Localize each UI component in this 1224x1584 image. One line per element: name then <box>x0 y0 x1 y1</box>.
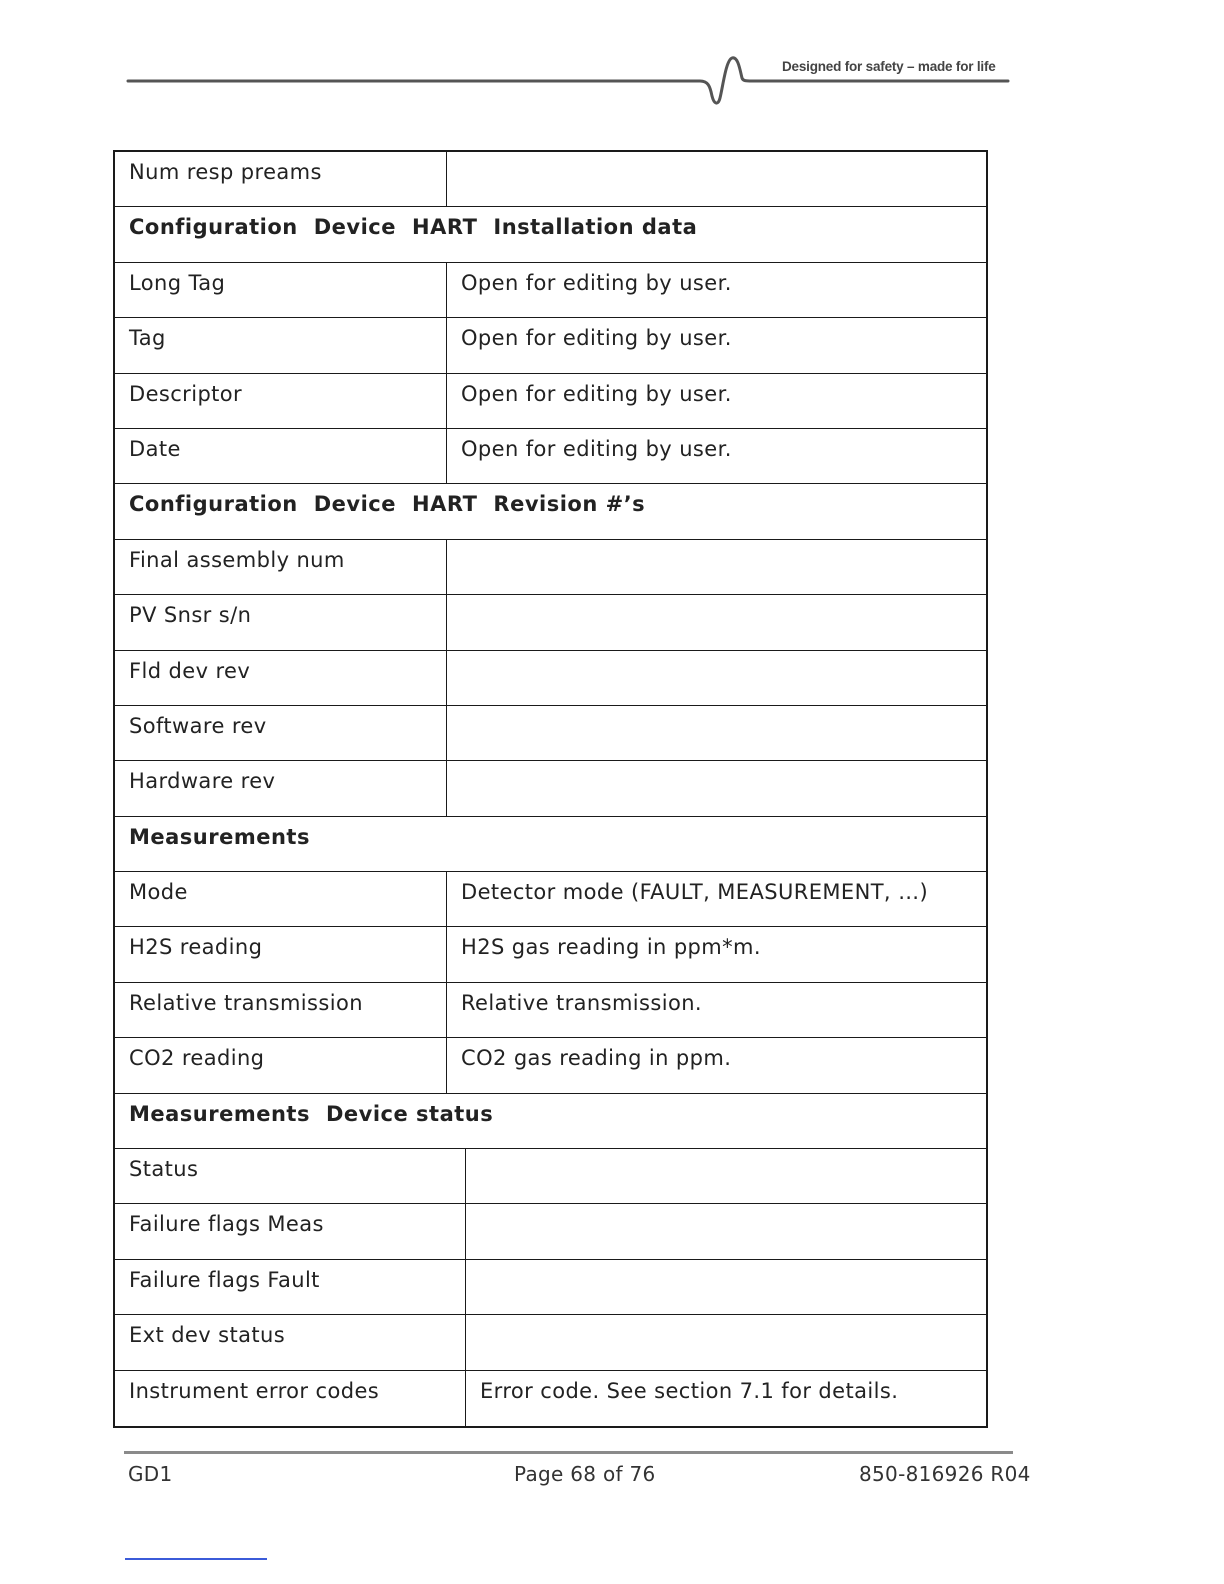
section-header-part: Revision #’s <box>493 492 646 517</box>
footer-page-number: Page 68 of 76 <box>514 1462 656 1486</box>
parameter-description: Open for editing by user. <box>461 436 732 461</box>
parameter-label: PV Snsr s/n <box>115 595 447 649</box>
table-row <box>115 1038 986 1093</box>
parameter-label: Failure flags Meas <box>115 1204 466 1258</box>
parameter-label: Failure flags Fault <box>115 1260 466 1314</box>
table-row <box>115 1315 986 1370</box>
table-row <box>115 1149 986 1204</box>
parameter-description: Relative transmission. <box>461 990 702 1015</box>
parameter-label: Long Tag <box>115 263 447 317</box>
table-row <box>115 927 986 982</box>
parameter-label: Hardware rev <box>115 761 447 815</box>
parameter-description <box>466 1315 986 1369</box>
parameter-description: H2S gas reading in ppm*m. <box>461 935 761 960</box>
section-header-part: Device <box>313 492 397 517</box>
parameter-description: Open for editing by user. <box>461 270 732 295</box>
parameter-label: Tag <box>115 318 447 372</box>
footer-doc-ref: 850-816926 R04 <box>859 1462 1031 1486</box>
parameter-label: Date <box>115 429 447 483</box>
table-row <box>115 983 986 1038</box>
bottom-link-underline <box>125 1558 267 1560</box>
parameter-description <box>447 706 986 760</box>
parameter-description: Detector mode (FAULT, MEASUREMENT, …) <box>461 880 929 905</box>
section-header-row <box>115 817 986 872</box>
parameter-description <box>447 152 986 206</box>
table-row <box>115 374 986 429</box>
table-row <box>115 872 986 927</box>
table-row <box>115 263 986 318</box>
parameter-description <box>447 540 986 594</box>
section-header-part: Configuration <box>129 492 298 517</box>
parameter-label: CO2 reading <box>115 1038 447 1092</box>
section-header-part: Device <box>313 215 397 240</box>
table-row <box>115 1204 986 1259</box>
parameter-description <box>447 761 986 815</box>
table-row <box>115 1371 986 1426</box>
footer-doc-id: GD1 <box>128 1462 173 1486</box>
parameter-label: H2S reading <box>115 927 447 981</box>
section-header-row <box>115 1094 986 1149</box>
section-header-part: Measurements <box>129 1101 310 1126</box>
parameter-description <box>447 651 986 705</box>
header-wave-logo <box>0 0 1224 120</box>
parameter-label: Descriptor <box>115 374 447 428</box>
table-row <box>115 540 986 595</box>
table-row <box>115 429 986 484</box>
parameter-description: Error code. See section 7.1 for details. <box>480 1378 899 1403</box>
section-header <box>115 207 986 261</box>
parameter-table <box>113 150 988 1428</box>
parameter-description: Open for editing by user. <box>461 381 732 406</box>
parameter-description <box>466 1204 986 1258</box>
footer-rule <box>124 1451 1013 1454</box>
parameter-description: Open for editing by user. <box>461 326 732 351</box>
parameter-label: Software rev <box>115 706 447 760</box>
section-header-part: Installation data <box>493 215 698 240</box>
table-row <box>115 152 986 207</box>
section-header-part: Device status <box>325 1101 494 1126</box>
table-row <box>115 761 986 816</box>
header-tagline: Designed for safety – made for life <box>782 59 996 74</box>
parameter-label: Ext dev status <box>115 1315 466 1369</box>
section-header-part: HART <box>412 492 478 517</box>
parameter-description <box>466 1149 986 1203</box>
section-header <box>115 484 986 538</box>
parameter-label: Num resp preams <box>115 152 447 206</box>
table-row <box>115 1260 986 1315</box>
parameter-label: Status <box>115 1149 466 1203</box>
parameter-label: Fld dev rev <box>115 651 447 705</box>
table-row <box>115 651 986 706</box>
table-row <box>115 318 986 373</box>
parameter-description: CO2 gas reading in ppm. <box>461 1046 732 1071</box>
parameter-description <box>466 1260 986 1314</box>
section-header <box>115 1094 986 1148</box>
section-header-part: HART <box>412 215 478 240</box>
section-header-part: Measurements <box>129 824 310 849</box>
parameter-label: Instrument error codes <box>115 1371 466 1426</box>
parameter-label: Relative transmission <box>115 983 447 1037</box>
table-row <box>115 595 986 650</box>
parameter-description <box>447 595 986 649</box>
section-header-row <box>115 484 986 539</box>
section-header-part: Configuration <box>129 215 298 240</box>
parameter-label: Mode <box>115 872 447 926</box>
table-row <box>115 706 986 761</box>
section-header <box>115 817 986 871</box>
section-header-row <box>115 207 986 262</box>
parameter-label: Final assembly num <box>115 540 447 594</box>
